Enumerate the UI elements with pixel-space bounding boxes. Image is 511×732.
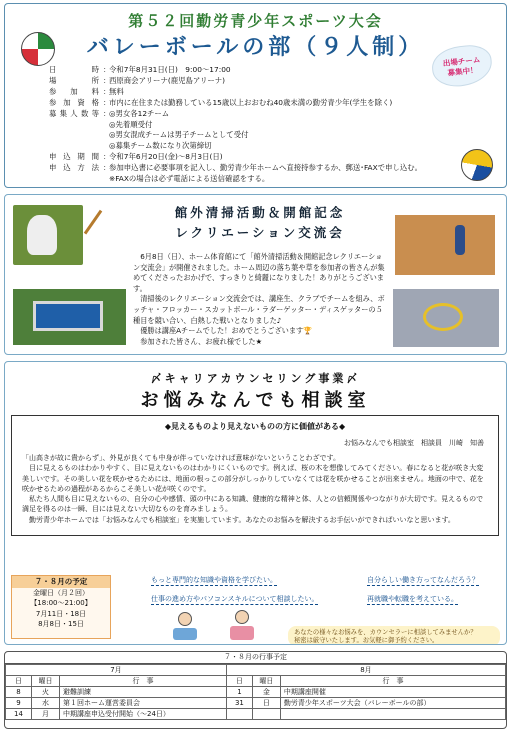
info-row-fee: 参加料 ： 無料 (49, 87, 494, 98)
column-body (22, 453, 490, 525)
schedule-dates-july: 7月11日・18日 (35, 609, 87, 618)
cell-day (226, 709, 252, 720)
info-row-date: 日時 ： 令和7年8月31日(日) 9:00～17:00 (49, 65, 494, 76)
info-value: 令和7年6月20日(金)～8月3日(日) (109, 152, 223, 162)
column-paragraph: 目に見えるものはわかりやすく、目に見えないものはわかりにくいものです。例えば、桜の木を想像してみてください。春になると花が咲き大変美しいです。その美しい花を咲かせるためには、地面の根っこの部分がしっかりしていなくては花を咲かせることが出来ません。地面の中で、花を咲かせるための過程があるからこそ美しい花が咲くのです。 (22, 464, 484, 493)
schedule-time: 【18:00～21:00】 (30, 599, 92, 608)
counsel-message (288, 626, 500, 645)
volleyball-icon (461, 149, 493, 181)
info-row-venue: 場所 ： 西原商会アリーナ(鹿児島アリーナ) (49, 76, 494, 87)
calendar-table (5, 664, 506, 720)
cleanup-title-line1: 館外清掃活動＆開館記念 (174, 205, 346, 220)
info-row-method: 申込方法 ： 参加申込書に必要事項を記入し、勤労青少年ホームへ直接持参するか、郵送･FAXで申し込む。 (49, 163, 494, 174)
cell-event: 勤労青少年スポーツ大会（バレーボールの部） (280, 698, 505, 709)
cell-day: 1 (226, 687, 252, 698)
cleanup-panel (4, 194, 507, 355)
cell-day: 31 (226, 698, 252, 709)
fax-note: ※FAXの場合は必ず電話による送信確認をする。 (109, 174, 270, 184)
column-heading: ◆見えるものより見えないものの方に価値がある◆ (164, 422, 346, 431)
info-key: 日時 (49, 65, 99, 74)
info-row-eligibility: 参加資格 ： 市内に在住または勤務している15歳以上おおむね40歳未満の勤労青少年(学生を除く) (49, 98, 494, 109)
info-value: 市内に在住または勤務している15歳以上おおむね40歳未満の勤労青少年(学生を除く) (109, 97, 393, 107)
col-day: 日 (6, 676, 32, 687)
cell-event: 避難訓練 (60, 687, 227, 698)
cleanup-paragraph: 清掃後のレクリエーション交流会では、講座生、クラブでチームを組み、ボッチャ・フロッカー・スカットボール・ラダーゲッター・ディスゲッターの５種目を競い合い、白熱した戦いとなりました♪ (133, 294, 385, 325)
capacity-note-1: ◎先着順受付 (109, 119, 153, 129)
event-title-main: バレーボールの部（９人制） (86, 35, 425, 60)
cleanup-paragraph: 参加された皆さん、お疲れ様でした★ (133, 336, 263, 346)
info-key: 申込方法 (49, 163, 99, 173)
cell-event: 中期講座申込受付開始（～24日） (60, 709, 227, 720)
badge-line-1: 出場チーム (442, 55, 481, 68)
person-question-icon (230, 610, 254, 642)
info-key: 申込期間 (49, 152, 99, 162)
schedule-dates-august: 8月8日・15日 (38, 620, 84, 629)
cell-day: 8 (6, 687, 32, 698)
cell-event: 第１回ホーム運営委員会 (60, 698, 227, 709)
person-laptop-icon (173, 612, 197, 642)
career-title-small: 〆キャリアカウンセリング事業〆 (150, 372, 361, 385)
table-row (6, 687, 506, 698)
cell-weekday: 水 (32, 698, 60, 709)
broom-icon (84, 210, 116, 244)
cell-weekday: 日 (252, 698, 280, 709)
tip-3: 自分らしい働き方ってなんだろう？ (367, 576, 479, 584)
cleanup-photo-icon (13, 205, 83, 265)
info-value: 参加申込書に必要事項を記入し、勤労青少年ホームへ直接持参するか、郵送･FAXで申し込む。 (109, 163, 423, 173)
badge-line-2: 募集中！ (447, 65, 478, 78)
cleanup-body (133, 252, 385, 347)
event-info (49, 65, 494, 185)
column-byline: お悩みなんでも相談室 相談員 川崎 知善 (344, 439, 484, 447)
table-row (6, 709, 506, 720)
info-value: 無料 (109, 86, 124, 96)
event-title-top: 第５２回勤労青少年スポーツ大会 (128, 12, 383, 30)
cell-day: 14 (6, 709, 32, 720)
cell-weekday (252, 709, 280, 720)
column-paragraph: 私たち人間も目に見えないもの、自分の心や感情、頭の中にある知識、健康的な精神と体、人との信頼関係やつながりが大切です。見えるもので満足を得るのは一瞬、目には見えない大切なものを育みましょう。 (22, 495, 484, 514)
gym-photo-icon (395, 215, 495, 275)
column-paragraph: 「山高きが故に貴からず」、外見が良くても中身が伴っていなければ意味がないということわざです。 (22, 454, 340, 462)
info-key: 場所 (49, 75, 99, 85)
game-photo-icon (13, 289, 126, 345)
column-paragraph: 勤労青少年ホームでは「お悩みなんでも相談室」を実施しています。あなたのお悩みを解決するお手伝いができればいいなと思います。 (22, 515, 455, 524)
col-weekday: 曜日 (32, 676, 60, 687)
career-title-main: お悩みなんでも相談室 (140, 390, 371, 411)
info-value: 西原商会アリーナ(鹿児島アリーナ) (109, 75, 226, 85)
info-row-period: 申込期間 ： 令和7年6月20日(金)～8月3日(日) (49, 152, 494, 163)
tip-2: 仕事の進め方やパソコンスキルについて相談したい。 (151, 595, 319, 603)
cell-weekday: 金 (252, 687, 280, 698)
counsel-schedule (11, 575, 111, 639)
curling-photo-icon (393, 289, 499, 347)
cleanup-paragraph: 6月8日（日）、ホーム体育館にて「館外清掃活動＆開館記念レクリエーション交流会」が開催されました。ホーム周辺の落ち葉や草を参加者の皆さんが集めてくださったおかげで、すっきりと綺麗になりました！ありがとうございます。 (133, 252, 385, 293)
info-row-capacity: 募集人数等 ： ◎男女各12チーム (49, 109, 494, 120)
counsel-line-1: あなたの様々なお悩みを、カウンセラーに相談してみませんか？ (294, 629, 477, 636)
table-row (6, 698, 506, 709)
cell-event (280, 709, 505, 720)
info-key: 参加料 (49, 86, 99, 96)
events-calendar (4, 651, 507, 729)
month-header-july: 7月 (6, 665, 227, 676)
info-value: 令和7年8月31日(日) 9:00～17:00 (109, 65, 231, 74)
career-panel (4, 361, 507, 645)
calendar-title: ７・８月の行事予定 (5, 652, 506, 664)
cleanup-paragraph: 優勝は講座Aチームでした！おめでとうございます🏆 (133, 326, 313, 336)
column-box (11, 415, 499, 536)
cell-event: 中期講座開催 (280, 687, 505, 698)
month-header-august: 8月 (226, 665, 505, 676)
counsel-line-2: 秘密は厳守いたします。お気軽に御予約ください。 (294, 637, 439, 644)
capacity-note-3: ◎募集チーム数になり次第締切 (109, 141, 212, 151)
schedule-title: ７・８月の予定 (12, 576, 110, 588)
schedule-day: 金曜日（月２回） (33, 589, 89, 597)
cell-weekday: 火 (32, 687, 60, 698)
info-key: 参加資格 (49, 97, 99, 107)
cleanup-title-line2: レクリエーション交流会 (175, 225, 345, 240)
col-event: 行 事 (280, 676, 505, 687)
cell-day: 9 (6, 698, 32, 709)
col-day: 日 (226, 676, 252, 687)
sports-event-panel (4, 3, 507, 188)
col-weekday: 曜日 (252, 676, 280, 687)
capacity-note-2: ◎男女混成チームは男子チームとして受付 (109, 130, 249, 140)
info-value: ◎男女各12チーム (109, 108, 170, 118)
col-event: 行 事 (60, 676, 227, 687)
cell-weekday: 月 (32, 709, 60, 720)
tip-1: もっと専門的な知識や資格を学びたい。 (151, 576, 277, 584)
tip-4: 再就職や転職を考えている。 (367, 595, 458, 603)
info-key: 募集人数等 (49, 108, 99, 118)
